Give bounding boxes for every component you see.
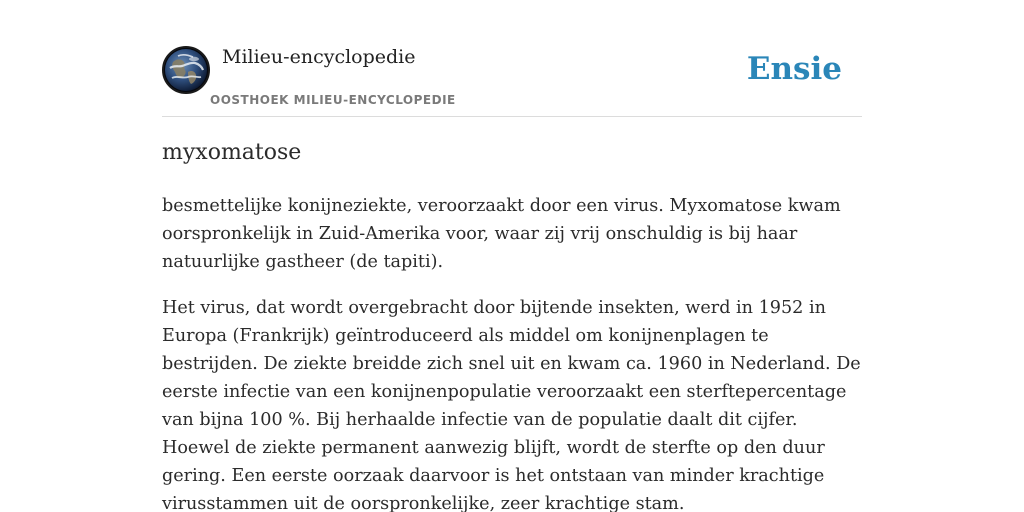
ensie-brand-logo[interactable]: Ensie bbox=[746, 51, 842, 87]
earth-globe-icon[interactable] bbox=[162, 46, 210, 94]
site-title[interactable]: Milieu-encyclopedie bbox=[222, 46, 416, 68]
definition-paragraph: Het virus, dat wordt overgebracht door bijtende insekten, werd in 1952 in Europa (Frankrijk) geïntroduceerd als middel om konijnenplagen te bestrijden. De ziekte breidde zich snel uit en kwam ca. 1960 in Nederland. De eerste infectie van een konijnenpopulatie veroorzaakt een sterftepercentage van bijna 100 %. Bij herhaalde infectie van de populatie daalt dit cijfer. Hoewel de ziekte permanent aanwezig blijft, wordt de sterfte op den duur gering. Een eerste oorzaak daarvoor is het ontstaan van minder krachtige virusstammen uit de oorspronkelijke, zeer krachtige stam. bbox=[162, 298, 861, 512]
site-header bbox=[162, 46, 862, 117]
definition-paragraph: besmettelijke konijneziekte, veroorzaakt door een virus. Myxomatose kwam oorspronkelijk in Zuid-Amerika voor, waar zij vrij onschuldig is bij haar natuurlijke gastheer (de tapiti). bbox=[162, 196, 841, 272]
site-subtitle[interactable]: OOSTHOEK MILIEU-ENCYCLOPEDIE bbox=[210, 93, 456, 107]
entry-term: myxomatose bbox=[162, 140, 302, 165]
entry-definition bbox=[162, 192, 862, 512]
